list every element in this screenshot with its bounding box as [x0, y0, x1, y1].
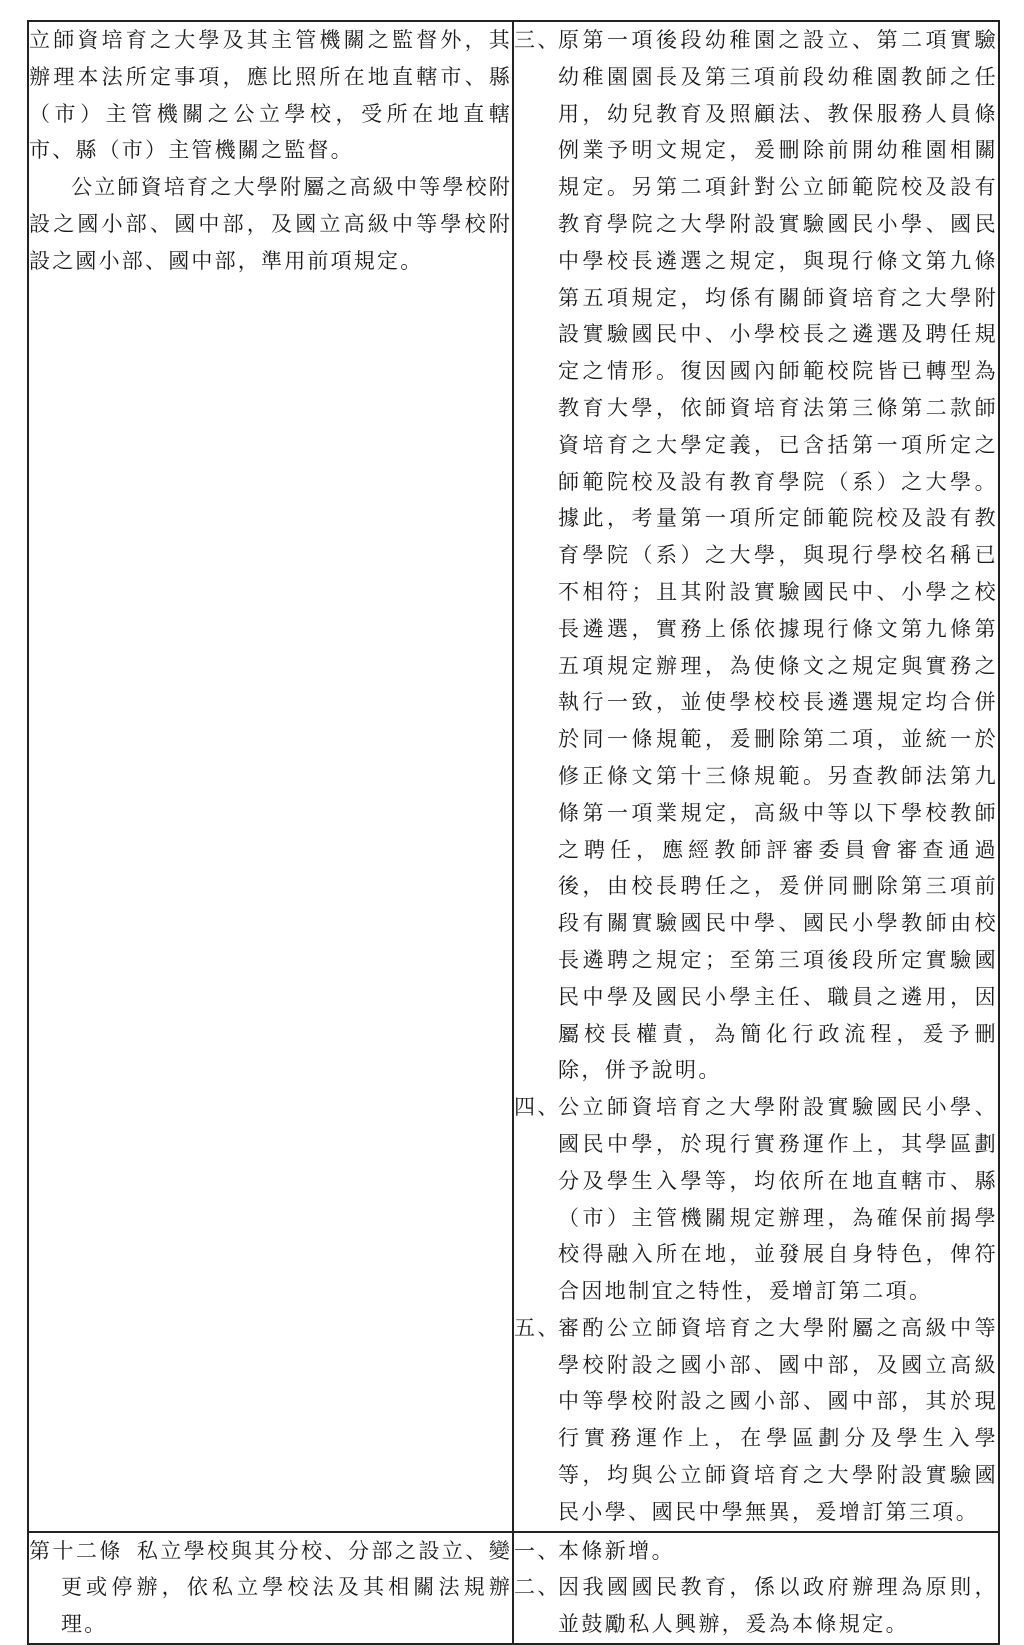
explanation-cell [513, 1532, 999, 1644]
item-text: 公立師資培育之大學附設實驗國民小學、國民中學，於現行實務運作上，其學區劃分及學生入學等，均依所在地直轄市、縣（市）主管機關規定辦理，為確保前揭學校得融入所在地，並發展自身特色，俾符合因地制宜之特性，爰增訂第二項。 [558, 1095, 998, 1304]
item-number: 三、 [514, 28, 561, 52]
item-text: 原第一項後段幼稚園之設立、第二項實驗幼稚園園長及第三項前段幼稚園教師之任用，幼兒教育及照顧法、教保服務人員條例業予明文規定，爰刪除前開幼稚園相關規定。另第二項針對公立師範院校及設有教育學院之大學附設實驗國民小學、國民中學校長遴選之規定，與現行條文第九條第五項規定，均係有關師資培育之大學附設實驗國民中、小學校長之遴選及聘任規定之情形。復因國內師範校院皆已轉型為教育大學，依師資培育法第三條第二款師資培育之大學定義，已含括第一項所定之師範院校及設有教育學院（系）之大學。據此，考量第一項所定師範院校及設有教育學院（系）之大學，與現行學校名稱已不相符；且其附設實驗國民中、小學之校長遴選，實務上係依據現行條文第九條第五項規定辦理，為使條文之規定與實務之執行一致，並使學校校長遴選規定均合併於同一條規範，爰刪除第二項，並統一於修正條文第十三條規範。另查教師法第九條第一項業規定，高級中等以下學校教師之聘任，應經教師評審委員會審查通過後，由校長聘任之，爰併同刪除第三項前段有關實驗國民中學、國民小學教師由校長遴聘之規定；至第三項後段所定實驗國民中學及國民小學主任、職員之遴用，因屬校長權責，為簡化行政流程，爰予刪除，併予說明。 [558, 28, 998, 1083]
item-number: 五、 [514, 1315, 561, 1340]
article-paragraph [29, 1533, 512, 1643]
item-number: 四、 [514, 1095, 561, 1120]
item-text: 因我國國民教育，係以政府辦理為原則，並鼓勵私人興辦，爰為本條規定。 [558, 1575, 998, 1637]
item-number: 二、 [514, 1575, 561, 1600]
explanation-cell [513, 21, 999, 1532]
explanation-item [514, 1569, 998, 1643]
article-text-cell [28, 21, 513, 1532]
item-number: 一、 [514, 1538, 561, 1563]
explanation-item [514, 1533, 998, 1570]
item-text: 審酌公立師資培育之大學附屬之高級中等學校附設之國小部、國中部，及國立高級中等學校附設之國小部、國中部，其於現行實務運作上，在學區劃分及學生入學等，均與公立師資培育之大學附設實驗國民小學、國民中學無異，爰增訂第三項。 [558, 1315, 998, 1524]
table-row [28, 1532, 999, 1644]
explanation-item [514, 1310, 998, 1531]
item-text: 本條新增。 [558, 1538, 675, 1563]
article-paragraph: 公立師資培育之大學附屬之高級中等學校附設之國小部、國中部，及國立高級中等學校附設之國小部、國中部，準用前項規定。 [29, 175, 512, 273]
table-row [28, 21, 999, 1532]
explanation-item [514, 22, 998, 1089]
article-paragraph: 立師資培育之大學及其主管機關之監督外，其辦理本法所定事項，應比照所在地直轄市、縣（市）主管機關之公立學校，受所在地直轄市、縣（市）主管機關之監督。 [29, 28, 512, 163]
article-body: 私立學校與其分校、分部之設立、變更或停辦，依私立學校法及其相關法規辦理。 [61, 1538, 512, 1637]
amendment-comparison-table [27, 20, 1000, 1645]
document-page [27, 20, 998, 1637]
explanation-item [514, 1089, 998, 1310]
article-text-cell [28, 1532, 513, 1644]
article-number: 第十二條 [29, 1538, 123, 1563]
